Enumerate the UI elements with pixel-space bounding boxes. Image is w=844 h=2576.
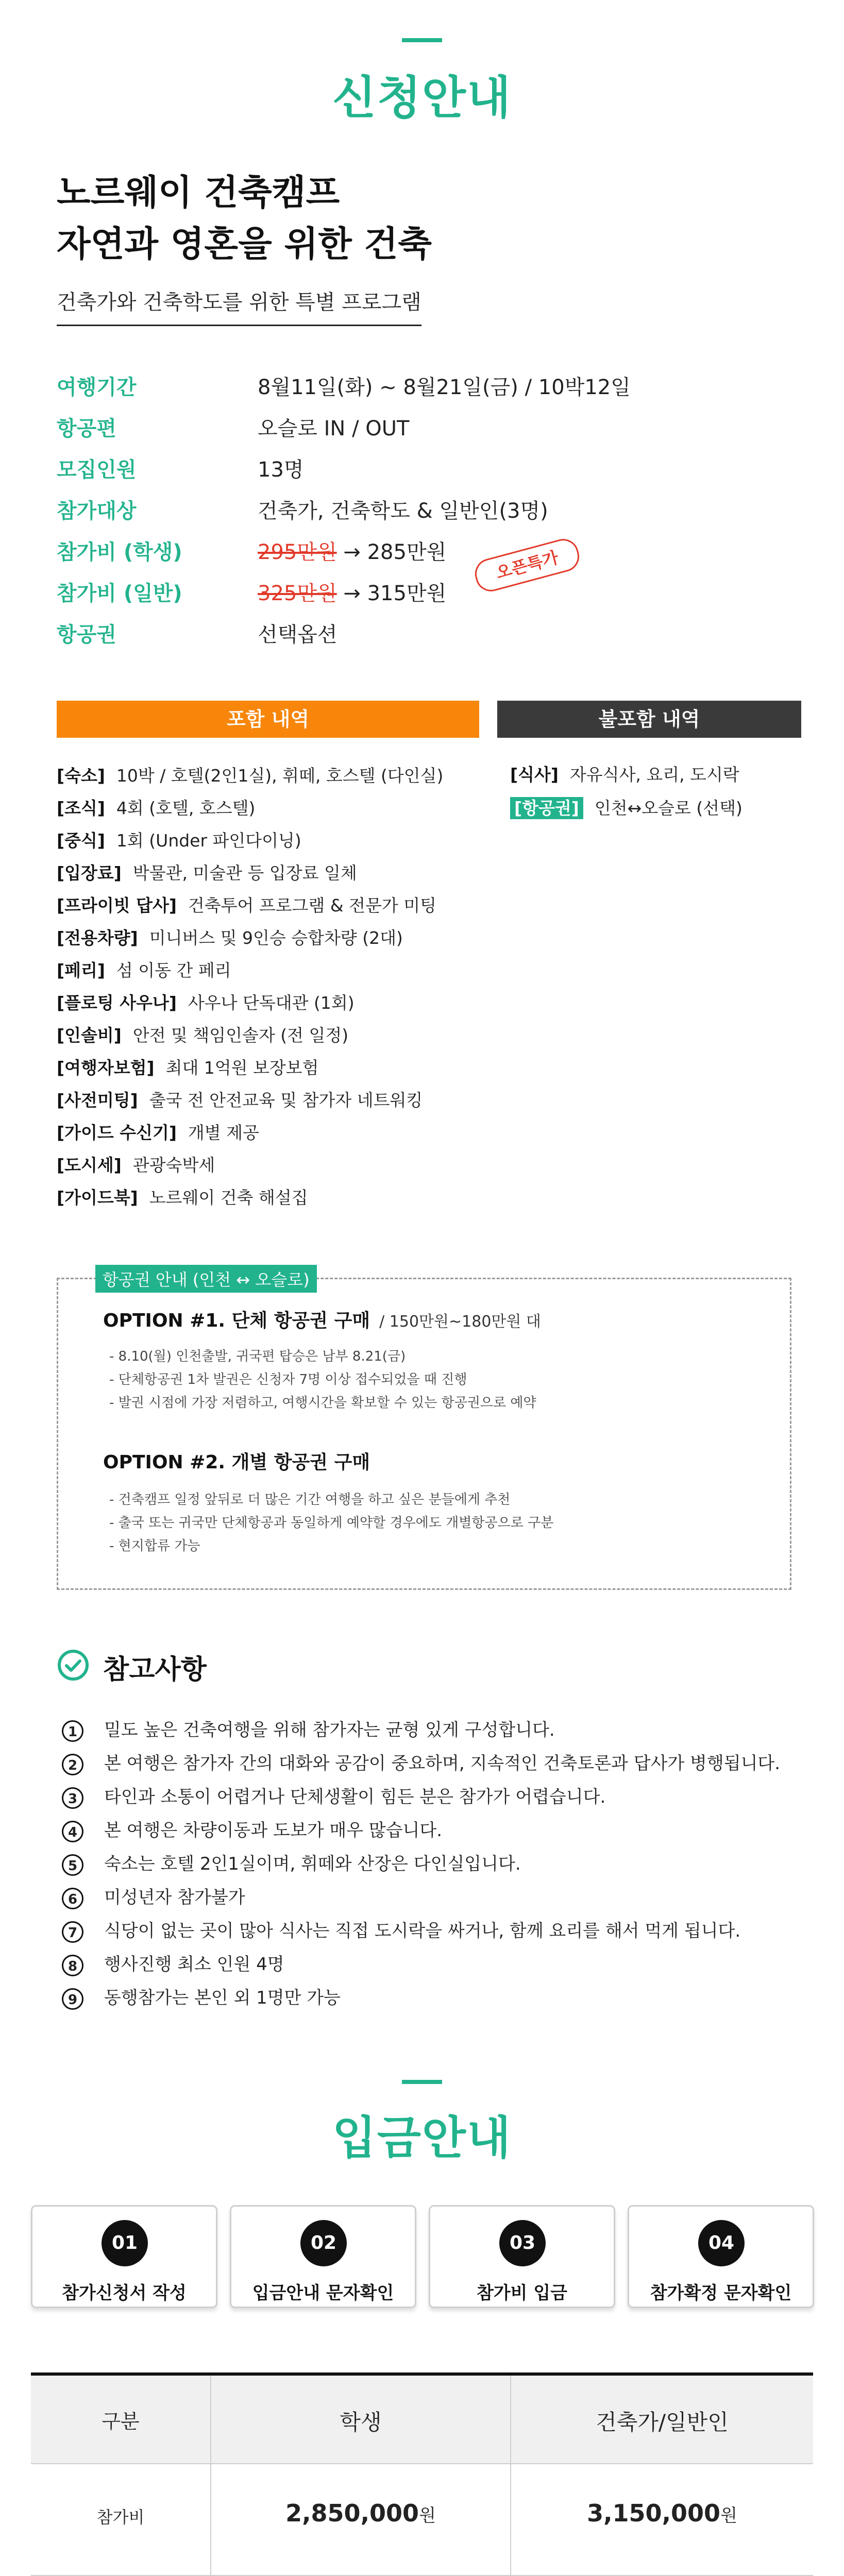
note-text: 밀도 높은 건축여행을 위해 참가자는 균형 있게 구성합니다. (104, 1720, 555, 1740)
included-value: 관광숙박세 (132, 1155, 215, 1175)
included-key: [사전미팅] (57, 1090, 138, 1110)
table-header-student: 학생 (340, 2410, 382, 2435)
included-value: 출국 전 안전교육 및 참가자 네트워킹 (149, 1090, 423, 1110)
included-item (57, 892, 436, 922)
currency-unit: 원 (720, 2505, 737, 2526)
step-label: 참가신청서 작성 (62, 2283, 187, 2303)
note-number: 1 (62, 1720, 83, 1742)
fee-value (258, 577, 446, 606)
info-value: 건축가, 건축학도 & 일반인(3명) (258, 499, 548, 523)
included-item (57, 1055, 319, 1084)
hero-subtitle: 건축가와 건축학도를 위한 특별 프로그램 (57, 286, 421, 326)
included-item (57, 795, 255, 825)
student-fee (211, 2499, 510, 2527)
excluded-key: [항공권] (510, 797, 583, 819)
old-price: 325만원 (258, 582, 337, 605)
open-special-stamp: 오픈특가 (471, 535, 583, 595)
included-item (57, 1120, 259, 1149)
air-ticket-tag: 항공권 안내 (인천 ↔ 오슬로) (95, 1265, 317, 1293)
included-value: 미니버스 및 9인승 승합차량 (2대) (149, 928, 403, 948)
excluded-key: [식사] (510, 765, 559, 785)
step-number: 01 (102, 2220, 148, 2266)
included-key: [프라이빗 답사] (57, 895, 177, 916)
included-header: 포함 내역 (57, 701, 479, 738)
fee-table (31, 2372, 813, 2576)
included-key: [도시세] (57, 1155, 122, 1175)
option1-line: - 발권 시점에 가장 저렴하고, 여행시간을 확보할 수 있는 항공권으로 예약 (109, 1395, 536, 1411)
option2-line: - 현지합류 가능 (109, 1538, 200, 1554)
included-key: [플로팅 사우나] (57, 993, 177, 1013)
check-circle-icon (57, 1649, 90, 1684)
note-number: 4 (62, 1821, 83, 1842)
included-item (57, 1152, 215, 1182)
info-value: 8월11일(화) ~ 8월21일(금) / 10박12일 (258, 376, 631, 399)
included-key: [중식] (57, 831, 105, 851)
step-card (31, 2205, 217, 2308)
option2-line: - 건축캠프 일정 앞뒤로 더 많은 기간 여행을 하고 싶은 분들에게 추천 (109, 1492, 511, 1507)
info-key: 항공권 (57, 623, 116, 647)
included-item (57, 1022, 348, 1052)
included-key: [전용차량] (57, 928, 138, 948)
deposit-title: 입금안내 (332, 2111, 512, 2164)
option1-line: - 단체항공권 1차 발권은 신청자 7명 이상 접수되었을 때 진행 (109, 1372, 467, 1387)
included-item (57, 1184, 308, 1214)
note-number: 6 (62, 1888, 83, 1909)
note-item (62, 1850, 521, 1880)
notes-title: 참고사항 (103, 1654, 207, 1685)
option2-title: OPTION #2. 개별 항공권 구매 (103, 1452, 370, 1473)
included-item (57, 827, 301, 857)
included-item (57, 1087, 423, 1117)
included-key: [숙소] (57, 766, 105, 786)
page-title: 신청안내 (332, 71, 512, 124)
option2-line: - 출국 또는 귀국만 단체항공과 동일하게 예약할 경우에도 개별항공으로 구분 (109, 1515, 554, 1531)
included-item (57, 957, 231, 987)
table-header-category: 구분 (102, 2410, 140, 2433)
info-key: 참가대상 (57, 499, 137, 523)
note-text: 숙소는 호텔 2인1실이며, 휘떼와 산장은 다인실입니다. (104, 1854, 521, 1874)
included-key: [여행자보험] (57, 1058, 155, 1078)
included-value: 노르웨이 건축 해설집 (149, 1188, 308, 1208)
title-accent-bar (402, 2080, 442, 2084)
arrow-icon: → (343, 582, 361, 605)
note-number: 3 (62, 1787, 83, 1809)
included-item (57, 860, 357, 890)
step-label: 참가비 입금 (476, 2283, 568, 2303)
included-key: [페리] (57, 960, 105, 980)
option1-title-text: OPTION #1. 단체 항공권 구매 (103, 1310, 370, 1331)
note-text: 본 여행은 차량이동과 도보가 매우 많습니다. (104, 1820, 443, 1841)
step-card (628, 2205, 814, 2308)
note-number: 7 (62, 1921, 83, 1943)
info-key: 참가비 (학생) (57, 540, 182, 564)
row-label-fee: 참가비 (96, 2507, 145, 2527)
note-text: 행사진행 최소 인원 4명 (104, 1954, 284, 1975)
note-item (62, 1984, 341, 2014)
info-key: 항공편 (57, 417, 116, 440)
included-value: 박물관, 미술관 등 입장료 일체 (132, 863, 357, 883)
note-item (62, 1716, 555, 1747)
general-fee (511, 2499, 813, 2527)
info-key: 참가비 (일반) (57, 582, 182, 605)
included-key: [가이드북] (57, 1188, 138, 1208)
step-card (429, 2205, 615, 2308)
hero-title-line1: 노르웨이 건축캠프 (57, 173, 340, 213)
excluded-item (510, 761, 739, 791)
note-item (62, 1783, 605, 1814)
title-accent-bar (402, 38, 442, 42)
excluded-header: 불포함 내역 (497, 701, 801, 738)
step-number: 03 (499, 2220, 546, 2266)
note-item (62, 1816, 442, 1847)
note-number: 5 (62, 1854, 83, 1876)
note-text: 타인과 소통이 어렵거나 단체생활이 힘든 분은 참가가 어렵습니다. (104, 1787, 606, 1807)
hero-title-line2: 자연과 영혼을 위한 건축 (57, 224, 432, 265)
note-text: 본 여행은 참가자 간의 대화와 공감이 중요하며, 지속적인 건축토론과 답사가 병행됩니다. (104, 1753, 781, 1774)
info-value: 선택옵션 (258, 623, 337, 647)
step-label: 입금안내 문자확인 (252, 2283, 394, 2303)
excluded-item (510, 795, 742, 825)
new-price: 315만원 (367, 582, 447, 605)
currency-unit: 원 (419, 2505, 436, 2526)
note-number: 2 (62, 1754, 83, 1775)
step-number: 04 (698, 2220, 745, 2266)
included-key: [가이드 수신기] (57, 1123, 177, 1143)
included-value: 사우나 단독대관 (1회) (188, 993, 355, 1013)
info-key: 모집인원 (57, 458, 137, 482)
included-value: 최대 1억원 보장보험 (165, 1058, 319, 1078)
fee-value (258, 536, 446, 565)
included-item (57, 762, 443, 792)
general-fee-amount: 3,150,000 (587, 2499, 721, 2527)
step-number: 02 (300, 2220, 347, 2266)
included-value: 건축투어 프로그램 & 전문가 미팅 (188, 895, 437, 916)
excluded-value: 자유식사, 요리, 도시락 (569, 765, 739, 785)
option1-price: / 150만원~180만원 대 (379, 1313, 541, 1331)
info-key: 여행기간 (57, 376, 137, 399)
step-label: 참가확정 문자확인 (650, 2283, 792, 2303)
note-item (62, 1950, 284, 1981)
new-price: 285만원 (367, 540, 447, 564)
note-text: 미성년자 참가불가 (104, 1887, 245, 1908)
note-item (62, 1917, 740, 1947)
excluded-value: 인천↔오슬로 (선택) (594, 798, 742, 818)
info-value: 13명 (258, 458, 304, 482)
included-item (57, 990, 355, 1020)
note-number: 9 (62, 1988, 83, 2010)
option1-line: - 8.10(월) 인천출발, 귀국편 탑승은 남부 8.21(금) (109, 1349, 406, 1364)
included-value: 10박 / 호텔(2인1실), 휘떼, 호스텔 (다인실) (116, 766, 444, 786)
step-card (230, 2205, 416, 2308)
note-text: 식당이 없는 곳이 많아 식사는 직접 도시락을 싸거나, 함께 요리를 해서 먹게 됩니다. (104, 1921, 741, 1941)
arrow-icon: → (343, 540, 361, 564)
included-value: 1회 (Under 파인다이닝) (116, 831, 301, 851)
note-text: 동행참가는 본인 외 1명만 가능 (104, 1988, 341, 2008)
included-item (57, 925, 403, 955)
table-header-general: 건축가/일반인 (596, 2410, 729, 2435)
included-key: [조식] (57, 798, 105, 818)
student-fee-amount: 2,850,000 (285, 2499, 419, 2527)
included-value: 섬 이동 간 페리 (116, 960, 231, 980)
note-item (62, 1883, 245, 1914)
old-price: 295만원 (258, 540, 337, 564)
included-key: [인솔비] (57, 1025, 122, 1045)
included-key: [입장료] (57, 863, 122, 883)
included-value: 안전 및 책임인솔자 (전 일정) (132, 1025, 349, 1045)
option1-title (103, 1306, 541, 1332)
included-value: 4회 (호텔, 호스텔) (116, 798, 256, 818)
included-value: 개별 제공 (188, 1123, 259, 1143)
note-number: 8 (62, 1955, 83, 1976)
note-item (62, 1749, 780, 1780)
info-value: 오슬로 IN / OUT (258, 417, 410, 440)
